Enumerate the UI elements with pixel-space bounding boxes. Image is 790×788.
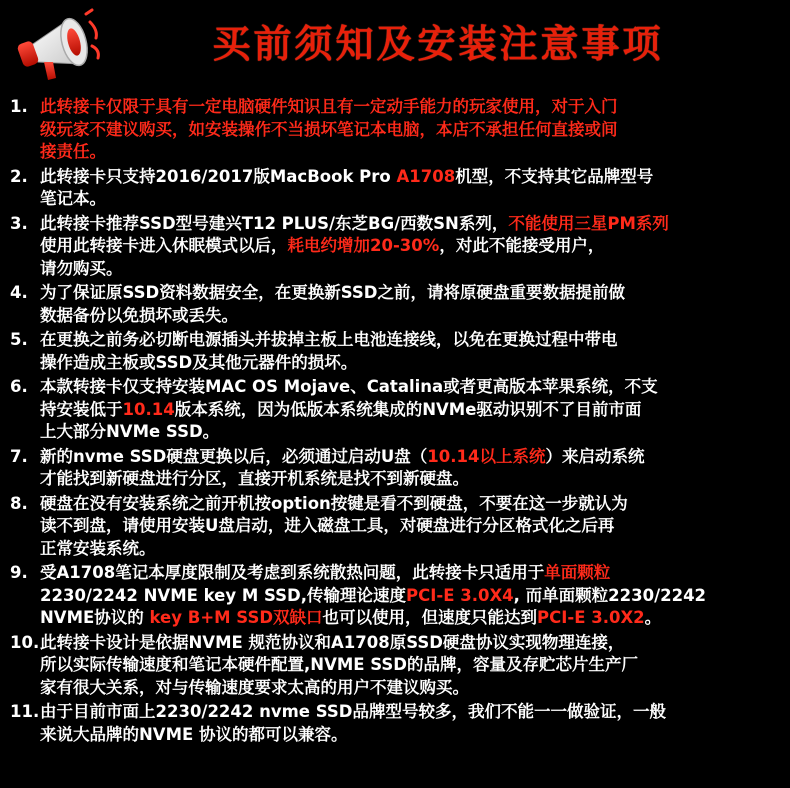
notice-item xyxy=(10,493,782,561)
notice-line xyxy=(40,632,782,655)
notice-line xyxy=(40,515,782,538)
notice-line xyxy=(40,141,782,164)
notice-text: 此转接卡只支持2016/2017版MacBook Pro xyxy=(40,166,397,186)
notice-text: 使用此转接卡进入休眠模式以后， xyxy=(40,236,288,255)
notice-item xyxy=(10,213,782,281)
notice-item xyxy=(10,329,782,374)
notice-number: 11. xyxy=(10,702,40,721)
notice-number: 6. xyxy=(10,377,28,396)
notice-text: 请勿购买。 xyxy=(40,258,123,278)
notice-item xyxy=(10,282,782,327)
notice-text: 来说大品牌的NVME 协议的都可以兼容。 xyxy=(40,724,348,744)
notice-line xyxy=(40,282,782,305)
highlight-text: 不能使用三星PM系列 xyxy=(508,213,669,233)
notice-number: 7. xyxy=(10,446,28,466)
notice-line xyxy=(40,235,782,258)
notice-text: 机型，不支持其它品牌型号 xyxy=(455,166,654,186)
notice-text: ）来启动系统 xyxy=(545,446,645,466)
highlight-text: 耗电约增加20-30% xyxy=(287,236,440,255)
notice-text: 数据备份以免损坏或丢失。 xyxy=(40,305,238,325)
notice-line xyxy=(40,493,782,516)
notice-line xyxy=(40,468,782,491)
notice-text: 为了保证原SSD资料数据安全，在更换新SSD之前，请将原硬盘重要数据提前做 xyxy=(40,283,625,302)
notice-text: 持安装低于 xyxy=(40,399,123,419)
notice-text: 才能找到新硬盘进行分区，直接开机系统是找不到新硬盘。 xyxy=(40,469,469,488)
notice-number: 5. xyxy=(10,330,28,349)
notice-line xyxy=(40,654,782,677)
notice-item xyxy=(10,562,782,630)
notice-text: 。 xyxy=(644,608,662,627)
notice-line xyxy=(40,119,782,142)
notice-text: 硬盘在没有安装系统之前开机按option按键是看不到硬盘，不要在这一步就认为 xyxy=(40,493,628,513)
notice-line xyxy=(40,677,782,700)
notice-item xyxy=(10,166,782,211)
notice-text: 也可以使用，但速度只能达到 xyxy=(322,608,538,627)
notice-number: 4. xyxy=(10,283,28,302)
notice-number: 3. xyxy=(10,213,28,233)
notice-line xyxy=(40,724,782,747)
notice-text: 受A1708笔记本厚度限制及考虑到系统散热问题，此转接卡只适用于 xyxy=(40,563,545,582)
notice-text: 读不到盘，请使用安装U盘启动，进入磁盘工具，对硬盘进行分区格式化之后再 xyxy=(40,516,615,535)
notice-text: 操作造成主板或SSD及其他元器件的损坏。 xyxy=(40,352,358,372)
notice-number: 8. xyxy=(10,493,28,513)
highlight-text: A1708 xyxy=(396,166,456,186)
notice-item xyxy=(10,376,782,444)
highlight-text: 接责任。 xyxy=(40,142,106,161)
notice-text: 家有很大关系，对与传输速度要求太高的用户不建议购买。 xyxy=(40,677,469,697)
highlight-text: 单面颗粒 xyxy=(544,563,611,582)
highlight-text: 此转接卡仅限于具有一定电脑硬件知识且有一定动手能力的玩家使用，对于入门 xyxy=(40,97,618,116)
notice-text: 笔记本。 xyxy=(40,189,106,208)
highlight-text: 10.14以上系统 xyxy=(427,446,546,466)
notice-line xyxy=(40,376,782,399)
notice-line xyxy=(40,607,782,630)
notice-text: 所以实际传输速度和笔记本硬件配置,NVME SSD的品牌，容量及存贮芯片生产厂 xyxy=(40,655,639,674)
notice-text: 上大部分NVMe SSD。 xyxy=(40,422,220,441)
highlight-text: PCI-E 3.0X4 xyxy=(406,585,514,605)
notice-item xyxy=(10,632,782,700)
notice-text: 此转接卡设计是依据NVME 规范协议和A1708原SSD硬盘协议实现物理连接， xyxy=(40,632,625,652)
notice-line xyxy=(40,538,782,561)
highlight-text: key B+M SSD双缺口 xyxy=(149,608,323,627)
highlight-text: 10.14 xyxy=(122,399,175,419)
notice-line xyxy=(40,213,782,236)
notice-text: NVME协议的 xyxy=(40,608,150,627)
notice-line xyxy=(40,446,782,469)
notice-line xyxy=(40,258,782,281)
notice-line xyxy=(40,701,782,724)
notice-text: 由于目前市面上2230/2242 nvme SSD品牌型号较多，我们不能一一做验证，一般 xyxy=(40,702,666,721)
notice-item xyxy=(10,446,782,491)
notice-number: 9. xyxy=(10,563,28,582)
notice-line xyxy=(40,352,782,375)
notice-text: 版本系统，因为低版本系统集成的NVMe驱动识别不了目前市面 xyxy=(174,399,642,419)
notice-text: , 而单面颗粒2230/2242 xyxy=(513,585,707,605)
notice-line xyxy=(40,305,782,328)
notice-line xyxy=(40,585,782,608)
notice-line xyxy=(40,329,782,352)
notice-list xyxy=(10,96,782,748)
header xyxy=(0,0,790,94)
notice-text: 新的nvme SSD硬盘更换以后，必须通过启动U盘（ xyxy=(40,446,428,466)
notice-number: 1. xyxy=(10,97,28,116)
notice-line xyxy=(40,166,782,189)
notice-number: 10. xyxy=(10,632,40,652)
highlight-text: PCI-E 3.0X2 xyxy=(537,608,645,627)
notice-text: 2230/2242 NVME key M SSD,传输理论速度 xyxy=(40,585,407,605)
notice-text: 本款转接卡仅支持安装MAC OS Mojave、Catalina或者更高版本苹果系统，不支 xyxy=(40,377,658,396)
highlight-text: 级玩家不建议购买，如安装操作不当损坏笔记本电脑，本店不承担任何直接或间 xyxy=(40,119,618,139)
notice-line xyxy=(40,421,782,444)
notice-number: 2. xyxy=(10,166,28,186)
notice-text: 在更换之前务必切断电源插头并拔掉主板上电池连接线，以免在更换过程中带电 xyxy=(40,330,618,349)
notice-item xyxy=(10,96,782,164)
notice-text: 此转接卡推荐SSD型号建兴T12 PLUS/东芝BG/西数SN系列， xyxy=(40,213,509,233)
notice-line xyxy=(40,562,782,585)
megaphone-icon xyxy=(10,6,102,90)
notice-item xyxy=(10,701,782,746)
notice-text: 正常安装系统。 xyxy=(40,538,156,558)
notice-text: ，对此不能接受用户， xyxy=(439,236,605,255)
notice-line xyxy=(40,96,782,119)
notice-line xyxy=(40,188,782,211)
notice-line xyxy=(40,399,782,422)
page-title: 买前须知及安装注意事项 xyxy=(212,22,664,66)
